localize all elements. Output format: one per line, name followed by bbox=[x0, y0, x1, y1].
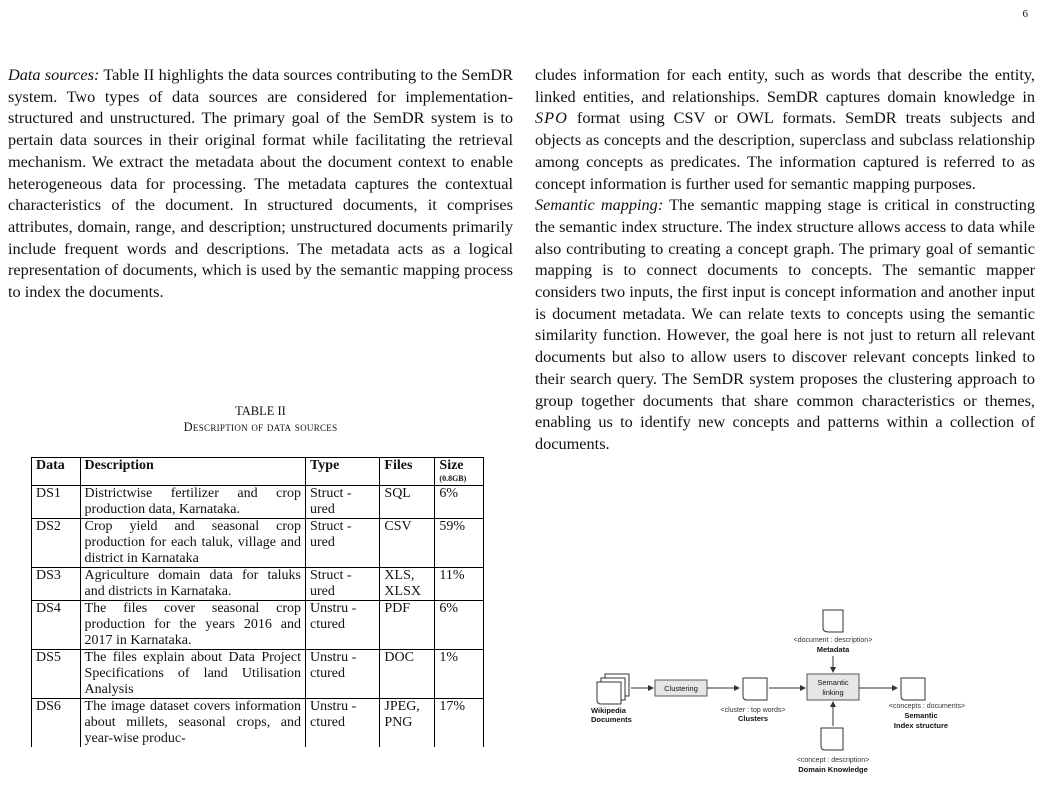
cell-description: Agriculture domain data for taluks and districts in Karnataka. bbox=[80, 568, 305, 601]
table-row bbox=[32, 568, 484, 601]
index-structure-document-icon bbox=[901, 678, 925, 700]
cell-size: 6% bbox=[435, 601, 484, 650]
cell-size: 6% bbox=[435, 486, 484, 519]
cell-files: JPEG, PNG bbox=[380, 699, 435, 748]
page-number: 6 bbox=[1022, 8, 1028, 20]
cell-type: Unstru -ctured bbox=[305, 650, 379, 699]
cell-size: 17% bbox=[435, 699, 484, 748]
cell-files: SQL bbox=[380, 486, 435, 519]
cell-size: 1% bbox=[435, 650, 484, 699]
cell-type: Unstru -ctured bbox=[305, 699, 379, 748]
cell-description: The image dataset covers information about millets, seasonal crops, and year-wise produc- bbox=[80, 699, 305, 748]
semantic-mapping-paragraph bbox=[535, 194, 1035, 454]
table-header-row bbox=[32, 458, 484, 486]
data-sources-table bbox=[31, 457, 484, 747]
table-caption bbox=[8, 403, 513, 435]
index-label-1: Semantic bbox=[904, 711, 938, 720]
left-column bbox=[8, 64, 513, 303]
spo-term: SPO bbox=[535, 108, 568, 128]
cell-data: DS6 bbox=[32, 699, 81, 748]
concept-info-paragraph bbox=[535, 64, 1035, 194]
clusters-tag: <cluster : top words> bbox=[720, 707, 786, 714]
index-label-2: Index structure bbox=[893, 721, 949, 730]
semantic-linking-label-2: linking bbox=[822, 688, 844, 697]
right-column bbox=[535, 64, 1035, 455]
wikipedia-label-2: Documents bbox=[591, 715, 632, 724]
cell-description: The files cover seasonal crop production for the years 2016 and 2017 in Karnataka. bbox=[80, 601, 305, 650]
cell-description: Districtwise fertilizer and crop production data, Karnataka. bbox=[80, 486, 305, 519]
domain-tag: <concept : description> bbox=[796, 757, 870, 764]
cell-data: DS3 bbox=[32, 568, 81, 601]
header-size bbox=[435, 458, 484, 486]
semantic-mapping-text: The semantic mapping stage is critical in constructing the semantic index structure. The index structure allows access to data while also contributing to creating a concept graph. The primary goal of semantic mapping is to connect documents to concepts. The semantic mapper considers two inputs, the first input is concept information and another input is document metadata. We can relate texts to concepts using the semantic similarity function. However, the goal here is not just to return all relevant documents but also to allow users to discover relevant concepts linked to their search query. The SemDR system proposes the clustering approach to group together documents that share common characteristics or themes, enabling us to identify new concepts and patterns within a collection of documents. bbox=[535, 195, 1035, 453]
header-files: Files bbox=[380, 458, 435, 486]
data-sources-paragraph bbox=[8, 64, 513, 303]
header-description: Description bbox=[80, 458, 305, 486]
cell-type: Struct -ured bbox=[305, 486, 379, 519]
metadata-tag: <document : description> bbox=[793, 637, 873, 644]
clustering-label: Clustering bbox=[664, 684, 698, 693]
data-sources-heading: Data sources: bbox=[8, 65, 100, 84]
cell-data: DS5 bbox=[32, 650, 81, 699]
cell-data: DS1 bbox=[32, 486, 81, 519]
semantic-mapping-heading: Semantic mapping: bbox=[535, 195, 664, 215]
cell-files: CSV bbox=[380, 519, 435, 568]
cell-description: Crop yield and seasonal crop production for each taluk, village and district in Karnataka bbox=[80, 519, 305, 568]
header-size-label: Size bbox=[439, 458, 464, 473]
data-sources-text: Table II highlights the data sources contributing to the SemDR system. Two types of data sources are considered for implementation- structured and unstructured. The primary goal of the SemDR system is to pertain data sources in their original format while facilitating the retrieval mechanism. We extract the metadata about the document context to enable heterogeneous data for processing. The metadata captures the contextual characteristics of the document. In structured documents, it comprises attributes, domain, range, and description; unstructured documents primarily include frequent words and descriptions. The metadata acts as a logical representation of documents, which is used by the semantic mapping process to index the documents. bbox=[8, 65, 513, 302]
metadata-document-icon bbox=[823, 610, 843, 632]
header-type: Type bbox=[305, 458, 379, 486]
cell-size: 59% bbox=[435, 519, 484, 568]
table-row bbox=[32, 519, 484, 568]
clusters-document-icon bbox=[743, 678, 767, 700]
table-row bbox=[32, 650, 484, 699]
cell-type: Struct -ured bbox=[305, 568, 379, 601]
table-row bbox=[32, 486, 484, 519]
table-title: Description of data sources bbox=[183, 420, 338, 434]
cell-size: 11% bbox=[435, 568, 484, 601]
index-tag: <concepts : documents> bbox=[888, 703, 966, 710]
table-label: TABLE II bbox=[235, 404, 286, 418]
cell-files: XLS, XLSX bbox=[380, 568, 435, 601]
domain-knowledge-document-icon bbox=[821, 728, 843, 750]
cell-type: Struct -ured bbox=[305, 519, 379, 568]
cell-data: DS2 bbox=[32, 519, 81, 568]
clusters-label: Clusters bbox=[737, 714, 769, 723]
domain-label: Domain Knowledge bbox=[798, 765, 868, 774]
table-row bbox=[32, 699, 484, 748]
table-row bbox=[32, 601, 484, 650]
semantic-mapping-diagram bbox=[585, 600, 985, 800]
cell-type: Unstru -ctured bbox=[305, 601, 379, 650]
cell-files: PDF bbox=[380, 601, 435, 650]
cell-files: DOC bbox=[380, 650, 435, 699]
wikipedia-label-1: Wikipedia bbox=[591, 706, 626, 715]
semantic-linking-label-1: Semantic bbox=[817, 678, 849, 687]
concept-info-text-a: cludes information for each entity, such as words that describe the entity, linked entities, and relationships. SemDR captures domain knowledge in bbox=[535, 65, 1035, 106]
cell-description: The files explain about Data Project Specifications of land Utilisation Analysis bbox=[80, 650, 305, 699]
wikipedia-documents-icon bbox=[597, 674, 629, 704]
concept-info-text-b: format using CSV or OWL formats. SemDR treats subjects and objects as concepts and the description, superclass and subclass relationship among concepts as predicates. The information captured is referred to as concept information is further used for semantic mapping purposes. bbox=[535, 108, 1035, 193]
header-data: Data bbox=[32, 458, 81, 486]
metadata-label: Metadata bbox=[816, 645, 850, 654]
cell-data: DS4 bbox=[32, 601, 81, 650]
header-size-total: (0.8GB) bbox=[439, 474, 467, 483]
